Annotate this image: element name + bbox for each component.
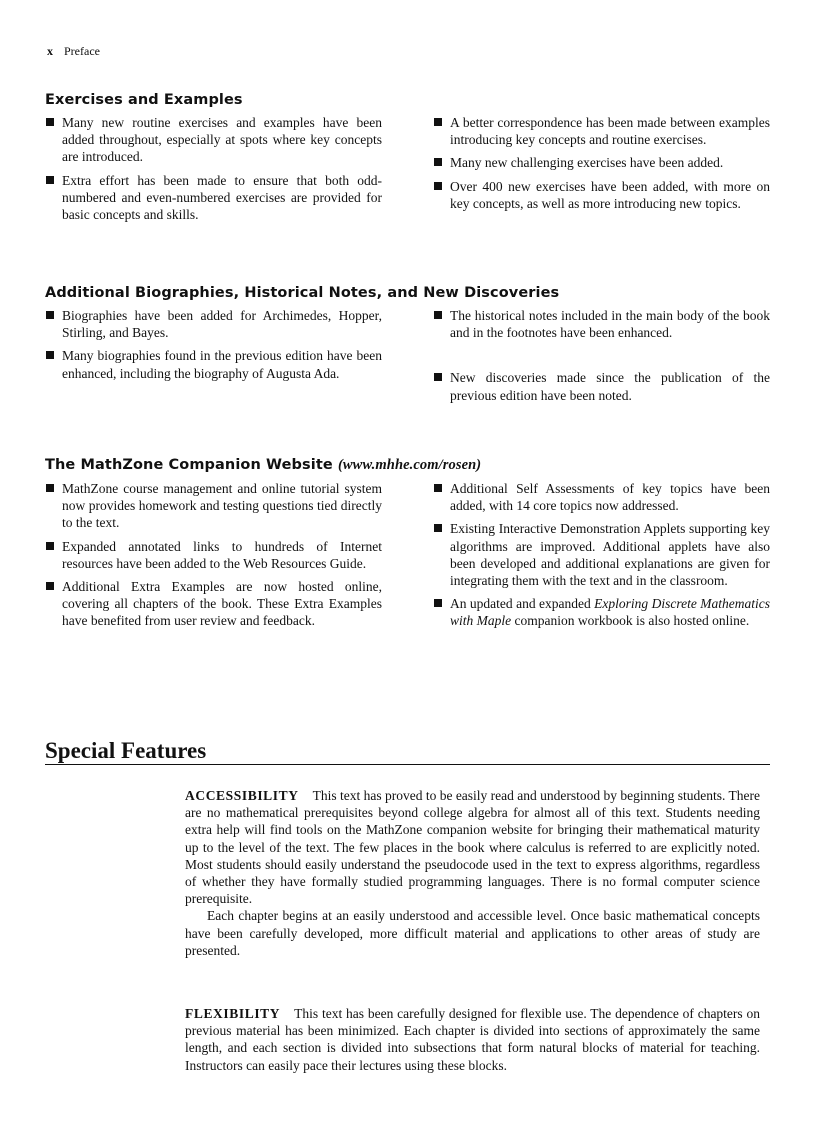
section-heading: Exercises and Examples <box>45 92 243 108</box>
feature-label: ACCESSIBILITY <box>185 788 299 803</box>
section-biographies <box>45 285 770 410</box>
feature-text: This text has been carefully designed for flexible use. The dependence of chapters on previous material has been minimized. Each chapter is divided into sections of approximately the same length, and each section is divided into subsections that form natural blocks of material for teaching. Instructors can easily pace their lectures using these blocks. <box>185 1006 760 1073</box>
bullet-item: Biographies have been added for Archimedes, Hopper, Stirling, and Bayes. <box>45 307 382 341</box>
feature-flexibility <box>185 1005 760 1074</box>
bullet-item: Over 400 new exercises have been added, with more on key concepts, as well as more introducing new topics. <box>433 178 770 212</box>
section-heading <box>45 457 770 474</box>
workbook-title: Exploring Discrete Mathematics with Maple <box>450 596 770 629</box>
bullet-item: MathZone course management and online tutorial system now provides homework and testing questions tied directly to the text. <box>45 480 382 532</box>
bullet-text: companion workbook is also hosted online. <box>511 613 750 629</box>
bullet-item: New discoveries made since the publication of the previous edition have been noted. <box>433 369 770 403</box>
feature-text: Each chapter begins at an easily understood and accessible level. Once basic mathematical concepts have been carefully developed, more difficult material and applications to other areas of study are presented. <box>185 908 760 958</box>
section-heading: Additional Biographies, Historical Notes, and New Discoveries <box>45 285 560 301</box>
feature-accessibility <box>185 787 760 959</box>
bullet-item: Additional Self Assessments of key topics have been added, with 14 core topics now addressed. <box>433 480 770 514</box>
running-title: Preface <box>64 44 100 58</box>
bullet-item: Expanded annotated links to hundreds of Internet resources have been added to the Web Resources Guide. <box>45 538 382 572</box>
website-url: (www.mhhe.com/rosen) <box>337 457 482 473</box>
bullet-item: The historical notes included in the main body of the book and in the footnotes have been enhanced. <box>433 307 770 341</box>
bullet-item: Many new challenging exercises have been added. <box>433 154 770 171</box>
bullet-text: An updated and expanded <box>450 596 595 612</box>
page-number: x <box>47 44 53 58</box>
section-heading-text: The MathZone Companion Website <box>45 457 333 473</box>
section-mathzone <box>45 457 770 636</box>
special-features-heading: Special Features <box>45 738 770 765</box>
bullet-item: Additional Extra Examples are now hosted online, covering all chapters of the book. These Extra Examples have benefited from user review and feedback. <box>45 578 382 630</box>
bullet-item <box>433 595 770 629</box>
feature-text: This text has proved to be easily read and understood by beginning students. There are no mathematical prerequisites beyond college algebra for almost all of this text. Students needing extra help will find tools on the MathZone companion website for bringing their mathematical maturity up to the level of the text. The few places in the book where calculus is referred to are explicitly noted. Most students should easily understand the pseudocode used in the text to express algorithms, regardless of whether they have formally studied programming languages. There is no formal computer science prerequisite. <box>185 788 760 907</box>
bullet-item: Extra effort has been made to ensure that both odd-numbered and even-numbered exercises are provided for basic concepts and skills. <box>45 172 382 224</box>
bullet-item: A better correspondence has been made between examples introducing key concepts and routine exercises. <box>433 114 770 148</box>
bullet-item: Many biographies found in the previous edition have been enhanced, including the biography of Augusta Ada. <box>45 347 382 381</box>
bullet-item: Many new routine exercises and examples have been added throughout, especially at spots where key concepts are introduced. <box>45 114 382 166</box>
running-head <box>47 44 100 59</box>
feature-label: FLEXIBILITY <box>185 1006 281 1021</box>
section-exercises <box>45 92 770 229</box>
bullet-item: Existing Interactive Demonstration Applets supporting key algorithms are improved. Additional applets have also been developed and additional explanations are given for integrating them with the text and in the classroom. <box>433 520 770 589</box>
